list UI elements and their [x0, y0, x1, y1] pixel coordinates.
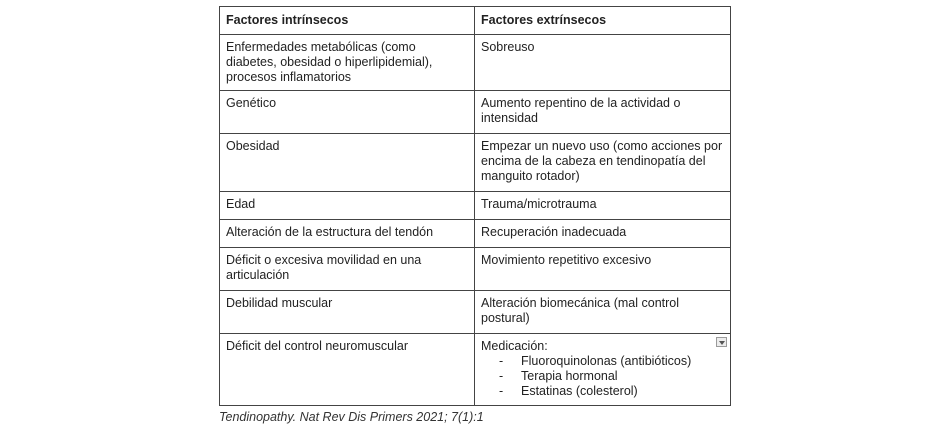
table-row [220, 134, 731, 192]
table-header-row [220, 7, 731, 35]
medication-label: Medicación: [481, 339, 548, 353]
intrinsic-cell: Déficit o excesiva movilidad en una articulación [220, 248, 475, 291]
table-row [220, 220, 731, 248]
table-row [220, 192, 731, 220]
medication-cell [475, 334, 731, 406]
list-item: - Terapia hormonal [499, 369, 724, 384]
extrinsic-cell: Sobreuso [475, 35, 731, 91]
table-row [220, 35, 731, 91]
intrinsic-cell: Enfermedades metabólicas (como diabetes, obesidad o hiperlipidemial), procesos inflamatorios [220, 35, 475, 91]
intrinsic-cell: Debilidad muscular [220, 291, 475, 334]
intrinsic-cell: Genético [220, 91, 475, 134]
intrinsic-cell: Edad [220, 192, 475, 220]
source-citation: Tendinopathy. Nat Rev Dis Primers 2021; 7(1):1 [219, 410, 484, 424]
list-item: - Estatinas (colesterol) [499, 384, 724, 399]
header-intrinsic-factors: Factores intrínsecos [220, 7, 475, 35]
header-extrinsic-factors: Factores extrínsecos [475, 7, 731, 35]
intrinsic-cell: Déficit del control neuromuscular [220, 334, 475, 406]
intrinsic-cell: Obesidad [220, 134, 475, 192]
extrinsic-cell: Trauma/microtrauma [475, 192, 731, 220]
table-row [220, 248, 731, 291]
extrinsic-cell: Empezar un nuevo uso (como acciones por encima de la cabeza en tendinopatía del manguito rotador) [475, 134, 731, 192]
extrinsic-cell: Aumento repentino de la actividad o intensidad [475, 91, 731, 134]
extrinsic-cell: Alteración biomecánica (mal control postural) [475, 291, 731, 334]
table-row [220, 91, 731, 134]
extrinsic-cell: Recuperación inadecuada [475, 220, 731, 248]
medication-list [481, 354, 724, 399]
table-row [220, 334, 731, 406]
intrinsic-cell: Alteración de la estructura del tendón [220, 220, 475, 248]
list-item: - Fluoroquinolonas (antibióticos) [499, 354, 724, 369]
cell-dropdown-icon[interactable] [716, 337, 727, 347]
extrinsic-cell: Movimiento repetitivo excesivo [475, 248, 731, 291]
risk-factors-table [219, 6, 731, 406]
table-row [220, 291, 731, 334]
